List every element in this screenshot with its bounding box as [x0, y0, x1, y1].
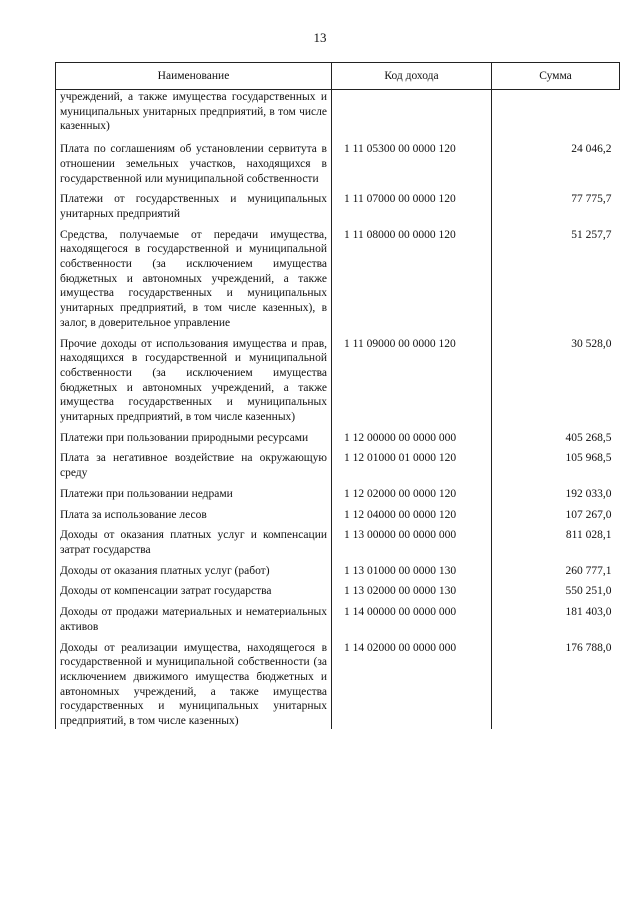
- row-code: 1 14 02000 00 0000 000: [332, 641, 492, 729]
- table-row: [56, 142, 620, 192]
- row-code: 1 11 07000 00 0000 120: [332, 192, 492, 227]
- row-sum: 192 033,0: [565, 487, 612, 500]
- income-table: [55, 62, 620, 729]
- table-row: [56, 451, 620, 486]
- row-name: Прочие доходы от использования имущества и прав, находящихся в государственной и муниципальной собственности (за исключением имущества бюджетных и автономных учреждений, а также имущества государственных и муниципальных унитарных предприятий, в том числе казенных): [56, 337, 332, 431]
- row-name: Доходы от оказания платных услуг и компенсации затрат государства: [56, 528, 332, 563]
- row-sum: 105 968,5: [565, 452, 612, 465]
- header-name: Наименование: [56, 63, 332, 90]
- table-row: [56, 337, 620, 431]
- row-name: Платежи при пользовании недрами: [56, 487, 332, 508]
- table-row-continuation: [56, 90, 620, 143]
- row-code: 1 13 02000 00 0000 130: [332, 584, 492, 605]
- row-sum: 30 528,0: [571, 337, 612, 350]
- table-row: [56, 228, 620, 337]
- row-sum: 550 251,0: [565, 585, 612, 598]
- table-row: [56, 528, 620, 563]
- row-code: 1 14 00000 00 0000 000: [332, 605, 492, 640]
- row-sum: 24 046,2: [571, 143, 612, 156]
- table-row: [56, 584, 620, 605]
- row-name: Доходы от реализации имущества, находящегося в государственной и муниципальной собственности (за исключением движимого имущества бюджетных и автономных учреждений, а также имущества государственных и муниципальных унитарных предприятий, в том числе казенных): [56, 641, 332, 729]
- row-name: Плата по соглашениям об установлении сервитута в отношении земельных участков, находящихся в государственной или муниципальной собственности: [56, 142, 332, 192]
- table-row: [56, 508, 620, 529]
- row-name-continuation: учреждений, а также имущества государственных и муниципальных унитарных предприятий, в том числе казенных): [56, 90, 332, 143]
- row-sum: 181 403,0: [565, 606, 612, 619]
- table-row: [56, 605, 620, 640]
- row-sum: 107 267,0: [565, 508, 612, 521]
- row-name: Платежи при пользовании природными ресурсами: [56, 431, 332, 452]
- page-number: 13: [313, 30, 327, 45]
- table-row: [56, 564, 620, 585]
- row-name: Средства, получаемые от передачи имущества, находящегося в государственной и муниципальной собственности (за исключением имущества бюджетных и автономных учреждений, а также имущества государственных и муниципальных унитарных предприятий, в том числе казенных), в залог, в доверительное управление: [56, 228, 332, 337]
- row-code: 1 12 04000 00 0000 120: [332, 508, 492, 529]
- row-sum: 77 775,7: [571, 193, 612, 206]
- row-sum: 176 788,0: [565, 641, 612, 654]
- table-row: [56, 431, 620, 452]
- row-name: Доходы от продажи материальных и нематериальных активов: [56, 605, 332, 640]
- row-sum: 260 777,1: [565, 564, 612, 577]
- row-code: 1 13 01000 00 0000 130: [332, 564, 492, 585]
- table-row: [56, 487, 620, 508]
- row-code: 1 11 09000 00 0000 120: [332, 337, 492, 431]
- row-sum: 51 257,7: [571, 228, 612, 241]
- row-code: 1 12 02000 00 0000 120: [332, 487, 492, 508]
- row-name: Доходы от компенсации затрат государства: [56, 584, 332, 605]
- row-code: 1 11 05300 00 0000 120: [332, 142, 492, 192]
- header-sum: Сумма: [492, 63, 620, 90]
- row-sum: 405 268,5: [565, 431, 612, 444]
- header-code: Код дохода: [332, 63, 492, 90]
- row-code: 1 12 01000 01 0000 120: [332, 451, 492, 486]
- row-name: Плата за негативное воздействие на окружающую среду: [56, 451, 332, 486]
- row-name: Платежи от государственных и муниципальных унитарных предприятий: [56, 192, 332, 227]
- table-header: [56, 63, 620, 90]
- row-code: 1 11 08000 00 0000 120: [332, 228, 492, 337]
- row-code: 1 12 00000 00 0000 000: [332, 431, 492, 452]
- table-row: [56, 192, 620, 227]
- row-name: Доходы от оказания платных услуг (работ): [56, 564, 332, 585]
- row-code: 1 13 00000 00 0000 000: [332, 528, 492, 563]
- row-name: Плата за использование лесов: [56, 508, 332, 529]
- row-sum: 811 028,1: [565, 529, 612, 542]
- table-row: [56, 641, 620, 729]
